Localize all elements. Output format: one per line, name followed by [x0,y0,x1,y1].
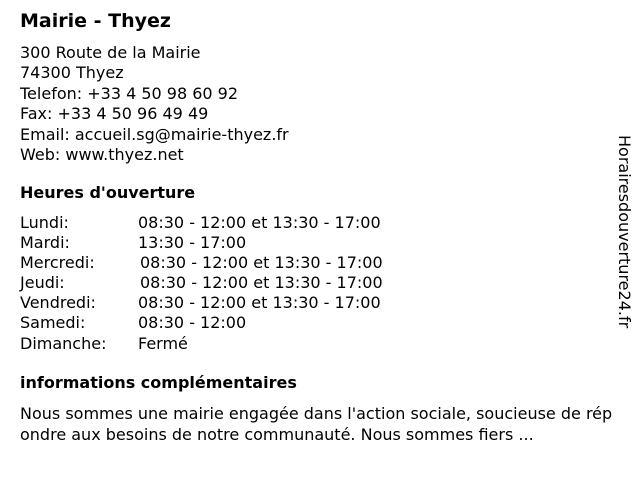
time-range: 08:30 - 12:00 et 13:30 - 17:00 [140,273,383,293]
hours-row-jeudi [20,273,440,293]
day-label: Mercredi: [20,253,95,273]
contact-details [20,43,289,165]
hours-row-samedi [20,313,440,333]
hours-row-dimanche [20,334,440,354]
additional-info-text: Nous sommes une mairie engagée dans l'action sociale, soucieuse de répondre aux besoins de notre communauté. Nous sommes fiers ... [20,404,613,444]
business-name: Mairie - Thyez [20,10,171,32]
hours-row-lundi [20,213,440,233]
phone-number: Telefon: +33 4 50 98 60 92 [20,83,239,103]
hours-row-vendredi [20,293,440,313]
site-watermark: Horairesdouverture24.fr [615,135,634,329]
address-city: 74300 Thyez [20,63,124,83]
day-label: Vendredi: [20,293,96,313]
time-range: 08:30 - 12:00 [138,313,247,333]
day-label: Jeudi: [20,273,65,293]
time-range: 13:30 - 17:00 [138,233,247,253]
day-label: Lundi: [20,213,69,232]
address-street: 300 Route de la Mairie [20,43,201,62]
email-address: Email: accueil.sg@mairie-thyez.fr [20,124,289,144]
time-range: 08:30 - 12:00 et 13:30 - 17:00 [138,213,381,232]
opening-hours-list [20,213,440,354]
fax-number: Fax: +33 4 50 96 49 49 [20,104,209,124]
hours-row-mardi [20,233,440,253]
day-label: Mardi: [20,233,70,253]
day-label: Dimanche: [20,333,107,353]
time-range: 08:30 - 12:00 et 13:30 - 17:00 [138,293,381,313]
time-range: Fermé [138,333,188,353]
time-range: 08:30 - 12:00 et 13:30 - 17:00 [140,253,383,273]
day-label: Samedi: [20,313,86,333]
website-address: Web: www.thyez.net [20,145,184,165]
additional-info-title: informations complémentaires [20,373,297,392]
opening-hours-title: Heures d'ouverture [20,183,196,202]
hours-row-mercredi [20,253,440,273]
